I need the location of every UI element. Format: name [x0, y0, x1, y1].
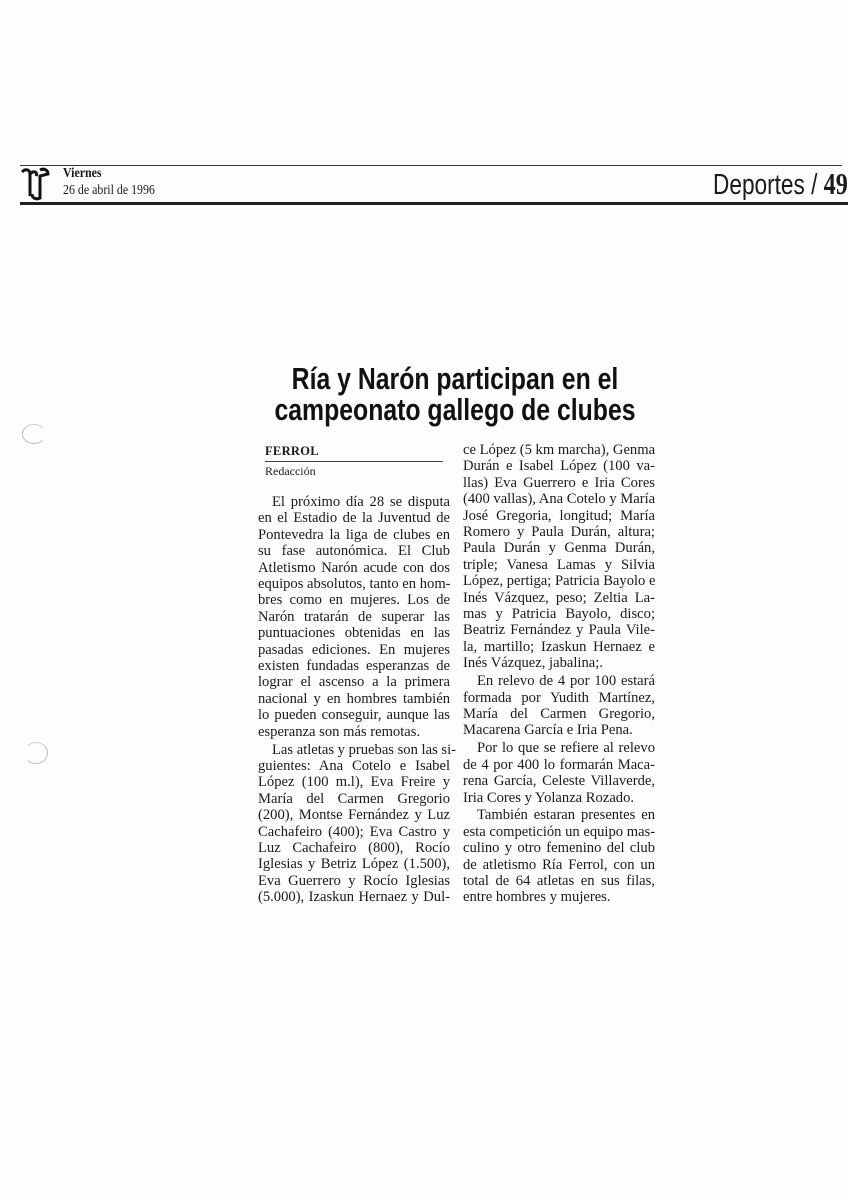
text-line: su fase autonómica. El Club [258, 543, 450, 560]
text-line: Las atletas y pruebas son las si- [272, 741, 456, 758]
header-bottom-rule [20, 202, 848, 205]
text-line: En relevo de 4 por 100 estará [477, 673, 655, 690]
article-column-1 [258, 494, 456, 907]
text-line: María del Carmen Gregorio [258, 790, 450, 807]
text-line: Cachafeiro (400); Eva Castro y [258, 823, 450, 840]
text-line: El próximo día 28 se disputa [272, 494, 450, 510]
text-line: pasadas ediciones. En mujeres [258, 641, 450, 658]
text-line: Luz Cachafeiro (800), Rocío [258, 840, 450, 857]
text-line: total de 64 atletas en sus filas, [463, 873, 655, 890]
text-line: de 4 por 400 lo formarán Maca- [463, 756, 655, 773]
text-line: Por lo que se refiere al relevo [477, 740, 655, 757]
text-line: Inés Vázquez, jabalina;. [463, 655, 603, 672]
text-line: (5.000), Izaskun Hernaez y Dul- [258, 889, 450, 906]
text-line: entre hombres y mujeres. [463, 889, 611, 906]
text-line: Paula Durán y Genma Durán, [463, 540, 655, 557]
text-line: esperanza son más remotas. [258, 723, 421, 740]
text-line: rena García, Celeste Villaverde, [463, 773, 655, 790]
text-line: José Gregoria, longitud; María [463, 507, 655, 524]
text-line: ce López (5 km marcha), Genma [463, 442, 656, 458]
header-date: 26 de abril de 1996 [63, 183, 155, 198]
text-line: Inés Vázquez, peso; Zeltia La- [463, 589, 655, 606]
text-line: López, pertiga; Patricia Bayolo e [463, 573, 656, 590]
article-title [200, 363, 710, 425]
text-line: la, martillo; Izaskun Hernaez e [463, 638, 655, 655]
text-line: lograr el ascenso a la primera [258, 674, 450, 691]
text-line: Macarena García e Iria Pena. [463, 722, 633, 739]
text-line: en el Estadio de la Juventud de [258, 510, 450, 527]
text-line: Narón tratarán de superar las [258, 608, 450, 625]
newspaper-logo [18, 166, 54, 202]
text-line: puntuaciones obtenidas en las [258, 625, 450, 642]
text-line: lo pueden conseguir, aunque las [258, 707, 450, 724]
title-line: Ría y Narón participan en el [291, 361, 619, 396]
text-line: Iria Cores y Yolanza Rozado. [463, 789, 635, 806]
author: Redacción [265, 464, 316, 478]
text-line: bres como en mujeres. Los de [258, 592, 450, 609]
scan-mark [22, 424, 46, 444]
section-name: Deportes / [713, 169, 818, 201]
text-line: existen fundadas esperanzas de [258, 658, 450, 675]
text-line: llas) Eva Guerrero e Iria Cores [463, 474, 655, 491]
text-line: equipos absolutos, tanto en hom- [258, 576, 451, 593]
dateline-place: FERROL [265, 444, 443, 462]
text-line: Romero y Paula Durán, altura; [463, 524, 655, 541]
text-line: Pontevedra la liga de clubes en [258, 526, 450, 543]
text-line: de atletismo Ría Ferrol, con un [463, 856, 655, 873]
page-number: 49 [823, 166, 848, 201]
title-line: campeonato gallego de clubes [274, 392, 636, 427]
text-line: (400 vallas), Ana Cotelo y María [463, 491, 656, 508]
text-line: López (100 m.l), Eva Freire y [258, 774, 450, 791]
text-line: mas y Patricia Bayolo, disco; [463, 606, 655, 623]
text-line: (200), Montse Fernández y Luz [258, 807, 450, 824]
paragraph [463, 442, 655, 672]
header-day: Viernes [63, 166, 102, 181]
text-line: guientes: Ana Cotelo e Isabel [258, 758, 450, 774]
paragraph [463, 673, 655, 739]
section-label [713, 166, 848, 202]
text-line: culino y otro femenino del club [463, 840, 655, 857]
text-line: Eva Guerrero y Rocío Iglesias [258, 872, 450, 889]
text-line: Durán e Isabel López (100 va- [463, 458, 655, 475]
article-column-2 [463, 442, 655, 907]
text-line: formada por Yudith Martínez, [463, 689, 655, 706]
scan-mark [24, 742, 48, 764]
text-line: Beatriz Fernández y Paula Vile- [463, 622, 655, 639]
text-line: Iglesias y Betriz López (1.500), [258, 856, 450, 873]
byline [265, 444, 443, 479]
text-line: nacional y en hombres también [258, 690, 450, 707]
text-line: triple; Vanesa Lamas y Silvia [463, 556, 655, 573]
text-line: María del Carmen Gregorio, [463, 706, 655, 722]
text-line: esta competición un equipo mas- [463, 823, 656, 840]
paragraph [258, 494, 450, 740]
text-line: También estaran presentes en [477, 807, 655, 824]
text-line: Atletismo Narón acude con dos [258, 559, 450, 576]
paragraph [463, 740, 655, 806]
paragraph [463, 807, 655, 905]
paragraph [258, 741, 456, 906]
